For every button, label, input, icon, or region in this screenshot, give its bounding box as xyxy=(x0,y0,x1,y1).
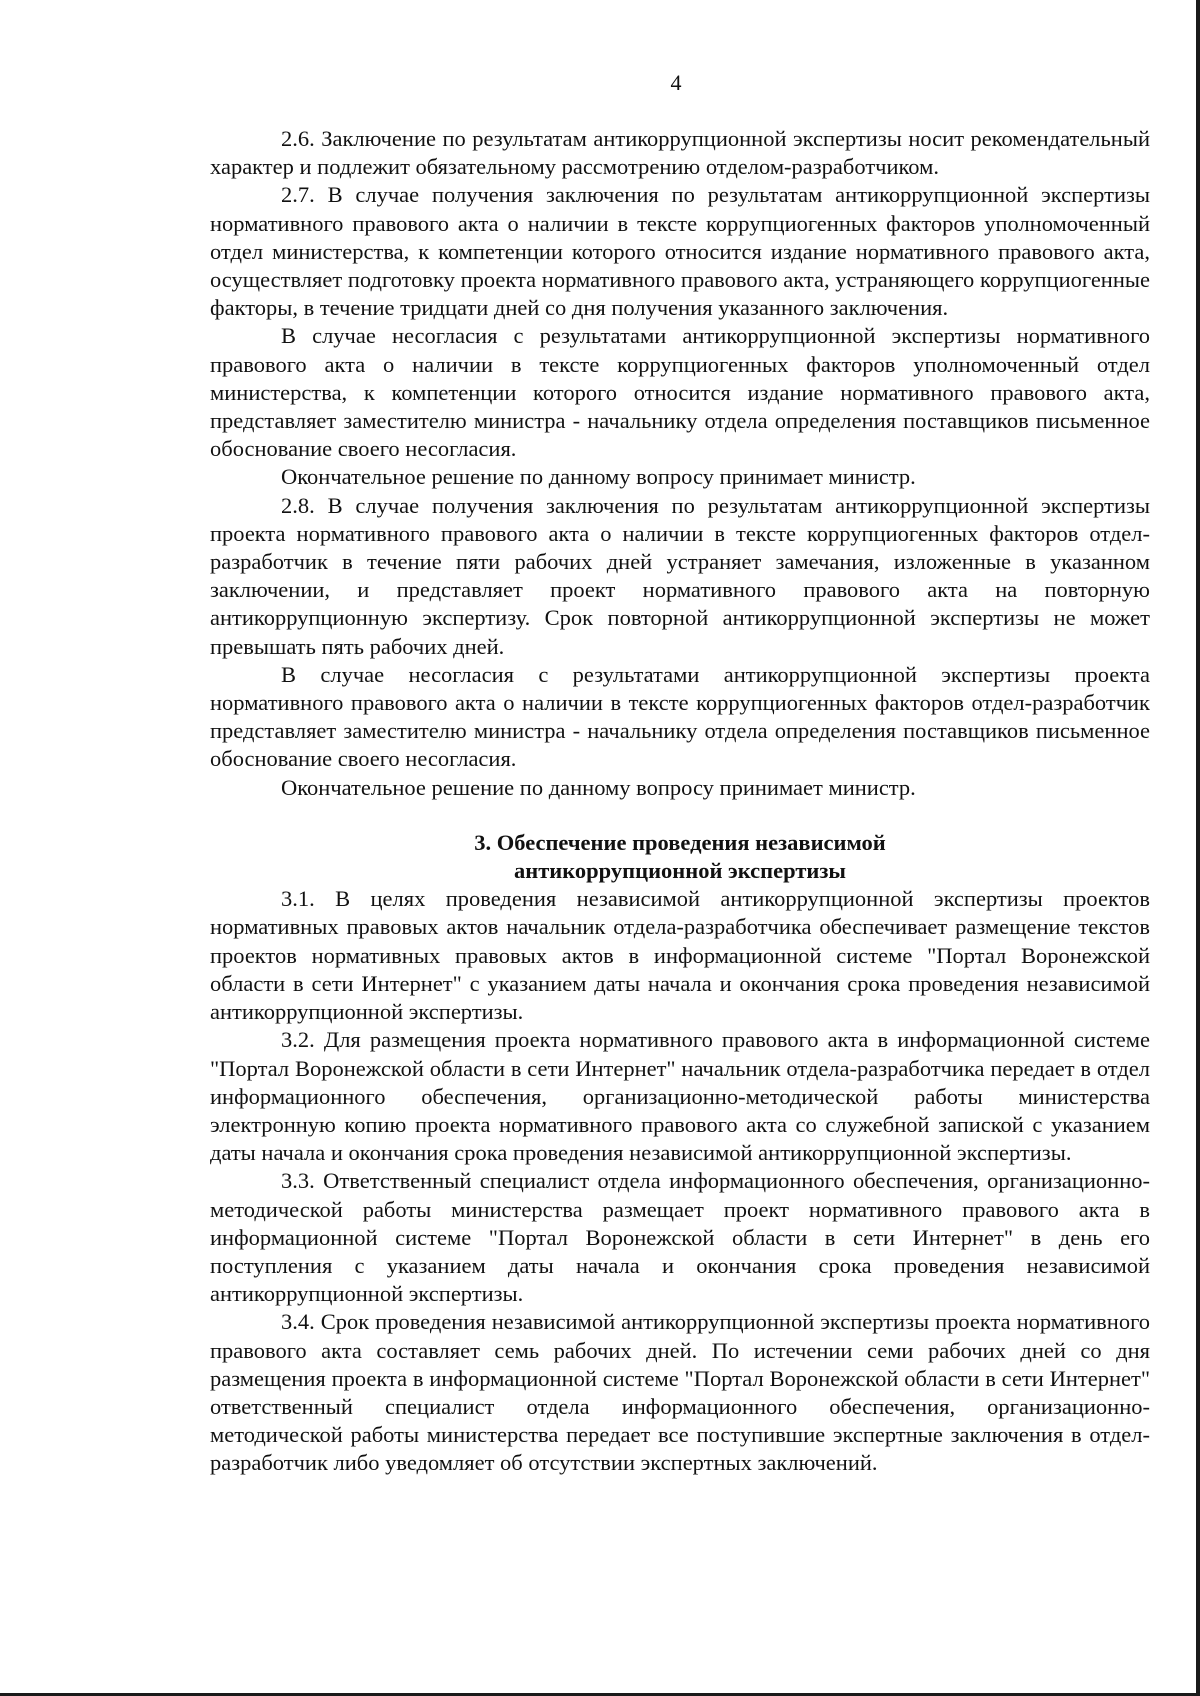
paragraph-2-6: 2.6. Заключение по результатам антикоррупционной экспертизы носит рекомендательный характер и подлежит обязательному рассмотрению отделом-разработчиком. xyxy=(210,126,1150,180)
paragraph-3-1: 3.1. В целях проведения независимой антикоррупционной экспертизы проектов нормативных правовых актов начальник отдела-разработчика обеспечивает размещение текстов проектов нормативных правовых актов в информационной системе "Портал Воронежской области в сети Интернет" с указанием даты начала и окончания срока проведения независимой антикоррупционной экспертизы. xyxy=(210,886,1150,1025)
paragraph-2-7-final-decision: Окончательное решение по данному вопросу принимает министр. xyxy=(281,464,916,490)
section-3-title xyxy=(210,829,1150,885)
paragraph-3-2: 3.2. Для размещения проекта нормативного правового акта в информационной системе "Портал Воронежской области в сети Интернет" начальник отдела-разработчика передает в отдел информационного обеспечения, организационно-методической работы министерства электронную копию проекта нормативного правового акта со служебной запиской с указанием даты начала и окончания срока проведения независимой антикоррупционной экспертизы. xyxy=(210,1027,1150,1166)
paragraph-2-8: 2.8. В случае получения заключения по результатам антикоррупционной экспертизы проекта нормативного правового акта о наличии в тексте коррупциогенных факторов отдел-разработчик в течение пяти рабочих дней устраняет замечания, изложенные в указанном заключении, и представляет проект нормативного правового акта на повторную антикоррупционную экспертизу. Срок повторной антикоррупционной экспертизы не может превышать пять рабочих дней. xyxy=(210,492,1150,659)
scan-edge-right xyxy=(1196,0,1200,1696)
paragraph-2-8-disagreement: В случае несогласия с результатами антикоррупционной экспертизы проекта нормативного правового акта о наличии в тексте коррупциогенных факторов отдел-разработчик представляет заместителю министра - начальнику отдела определения поставщиков письменное обоснование своего несогласия. xyxy=(210,661,1150,772)
section-3-title-line2: антикоррупционной экспертизы xyxy=(514,858,846,884)
document-body xyxy=(210,125,1150,1478)
paragraph-3-3: 3.3. Ответственный специалист отдела информационного обеспечения, организационно-методической работы министерства размещает проект нормативного правового акта в информационной системе "Портал Воронежской области в сети Интернет" в день его поступления с указанием даты начала и окончания срока проведения независимой антикоррупционной экспертизы. xyxy=(210,1168,1150,1307)
paragraph-2-7-disagreement: В случае несогласия с результатами антикоррупционной экспертизы нормативного правового акта о наличии в тексте коррупциогенных факторов уполномоченный отдел министерства, к компетенции которого относится издание нормативного правового акта, представляет заместителю министра - начальнику отдела определения поставщиков письменное обоснование своего несогласия. xyxy=(210,323,1150,462)
paragraph-2-7: 2.7. В случае получения заключения по результатам антикоррупционной экспертизы нормативного правового акта о наличии в тексте коррупциогенных факторов уполномоченный отдел министерства, к компетенции которого относится издание нормативного правового акта, осуществляет подготовку проекта нормативного правового акта, устраняющего коррупциогенные факторы, в течение тридцати дней со дня получения указанного заключения. xyxy=(210,182,1150,321)
paragraph-2-8-final-decision: Окончательное решение по данному вопросу принимает министр. xyxy=(281,774,916,800)
section-3-title-line1: 3. Обеспечение проведения независимой xyxy=(474,829,886,855)
paragraph-3-4: 3.4. Срок проведения независимой антикоррупционной экспертизы проекта нормативного правового акта составляет семь рабочих дней. По истечении семи рабочих дней со дня размещения проекта в информационной системе "Портал Воронежской области в сети Интернет" ответственный специалист отдела информационного обеспечения, организационно-методической работы министерства передает все поступившие экспертные заключения в отдел-разработчик либо уведомляет об отсутствии экспертных заключений. xyxy=(210,1309,1150,1476)
page-number: 4 xyxy=(670,70,682,95)
